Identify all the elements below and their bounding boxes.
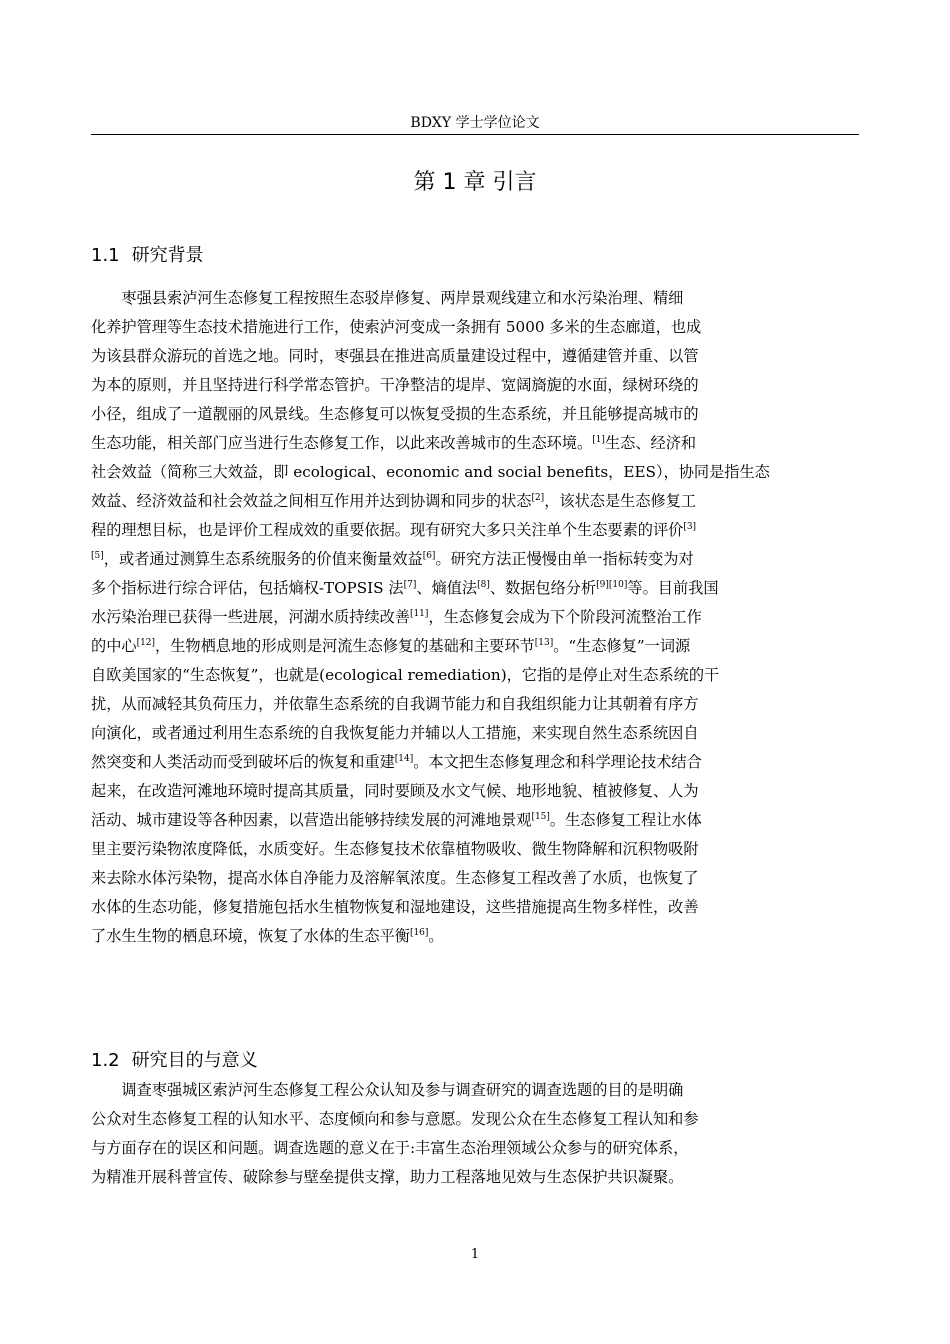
paragraph-text-run: 等。目前我国 水污染治理已获得一些进展，河湖水质持续改善 [91,579,719,626]
paragraph-text-run: ，生物栖息地的形成则是河流生态修复的基础和主要环节 [155,637,535,655]
section-number: 1.2 [91,1050,120,1071]
citation-marker: [11] [409,609,429,619]
section-title: 研究背景 [131,245,204,266]
section-heading-purpose [91,1048,859,1074]
paragraph-text-run: ，生态修复会成为下个阶段河流整治工作 的中心 [91,608,702,655]
paragraph-text-run: 枣强县索泸河生态修复工程按照生态驳岸修复、两岸景观线建立和水污染治理、精细 化养护管理等生态技术措施进行工作，使索泸河变成一条拥有 5000 多米的生态廊道，也成 为该县群众游玩的首选之地。同时，枣强县在推进高质量建设过程中，遵循建管并重、以管 为本的原则，并且坚持进行科学常态管护。干净整洁的堤岸、宽阔旖旎的水面，绿树环绕的 小径，组成了一道靓丽的风景线。生态修复可以恢复受损的生态系统，并且能够提高城市的 生态功能，相关部门应当进行生态修复工作，以此来改善城市的生态环境。 [91,289,702,452]
citation-marker: [14] [394,754,414,764]
paragraph-text-run: 。本文把生态修复理念和科学理论技术结合 起来，在改造河滩地环境时提高其质量，同时要顾及水文气候、地形地貌、植被修复、人为 活动、城市建设等各种因素，以营造出能够持续发展的河滩地景观 [91,753,702,829]
citation-marker: [2] [531,493,545,503]
paragraph-text-run: 、熵值法 [416,579,478,597]
running-header: BDXY 学士学位论文 [410,115,540,131]
page-number: 1 [470,1247,480,1262]
citation-marker: [16] [409,928,429,938]
paragraph-text-run: ，该状态是生态修复工 程的理想目标，也是评价工程成效的重要依据。现有研究大多只关注单个生态要素的评价 [91,492,697,539]
body-paragraph-purpose [91,1076,859,1192]
section-number: 1.1 [91,245,120,266]
paragraph-text-run: 生态、经济和 社会效益（简称三大效益，即 ecological、economic and social benefits，EES），协同是指生态 效益、经济效益和社会效益之间相互作用并达到协调和同步的状态 [91,434,770,510]
paragraph-text-run: 调查枣强城区索泸河生态修复工程公众认知及参与调查研究的调查选题的目的是明确 公众对生态修复工程的认知水平、态度倾向和参与意愿。发现公众在生态修复工程认知和参 与方面存在的误区和问题。调查选题的意义在于:丰富生态治理领域公众参与的研究体系， 为精准开展科普宣传、破除参与壁垒提供支撑，助力工程落地见效与生态保护共识凝聚。 [91,1081,699,1186]
header-rule [91,134,859,135]
citation-marker: [9][10] [596,580,628,590]
citation-marker: [7] [403,580,417,590]
section-heading-background [91,243,859,269]
paragraph-text-run: 。“生态修复”一词源 自欧美国家的“生态恢复”，也就是(ecological remediation)，它指的是停止对生态系统的干 扰，从而减轻其负荷压力，并依靠生态系统的自我调节能力和自我组织能力让其朝着有序方 向演化，或者通过利用生态系统的自我恢复能力并辅以人工措施，来实现自然生态系统因自 然突变和人类活动而受到破坏后的恢复和重建 [91,637,720,771]
body-paragraph-background [91,284,859,951]
paragraph-text-run: 。研究方法正慢慢由单一指标转变为对 多个指标进行综合评估，包括熵权-TOPSIS 法 [91,550,694,597]
citation-marker: [12] [136,638,156,648]
citation-marker: [13] [534,638,554,648]
citation-marker: [15] [531,812,550,822]
citation-marker: [8] [477,580,490,590]
paragraph-text-run: 。生态修复工程让水体 里主要污染物浓度降低，水质变好。生态修复技术依靠植物吸收、微生物降解和沉积物吸附 来去除水体污染物，提高水体自净能力及溶解氧浓度。生态修复工程改善了水质，也恢复了 水体的生态功能，修复措施包括水生植物恢复和湿地建设，这些措施提高生物多样性，改善 了水生生物的栖息环境，恢复了水体的生态平衡 [91,811,702,945]
paragraph-text-run: ，或者通过测算生态系统服务的价值来衡量效益 [103,550,423,568]
citation-marker: [6] [422,551,436,561]
citation-marker: [3] [5] [91,522,697,561]
citation-marker: [1] [592,435,605,445]
chapter-title: 第 1 章 引言 [413,170,537,195]
paragraph-text-run: 。 [428,927,444,945]
section-title: 研究目的与意义 [131,1050,258,1071]
paragraph-text-run: 、数据包络分析 [489,579,597,597]
